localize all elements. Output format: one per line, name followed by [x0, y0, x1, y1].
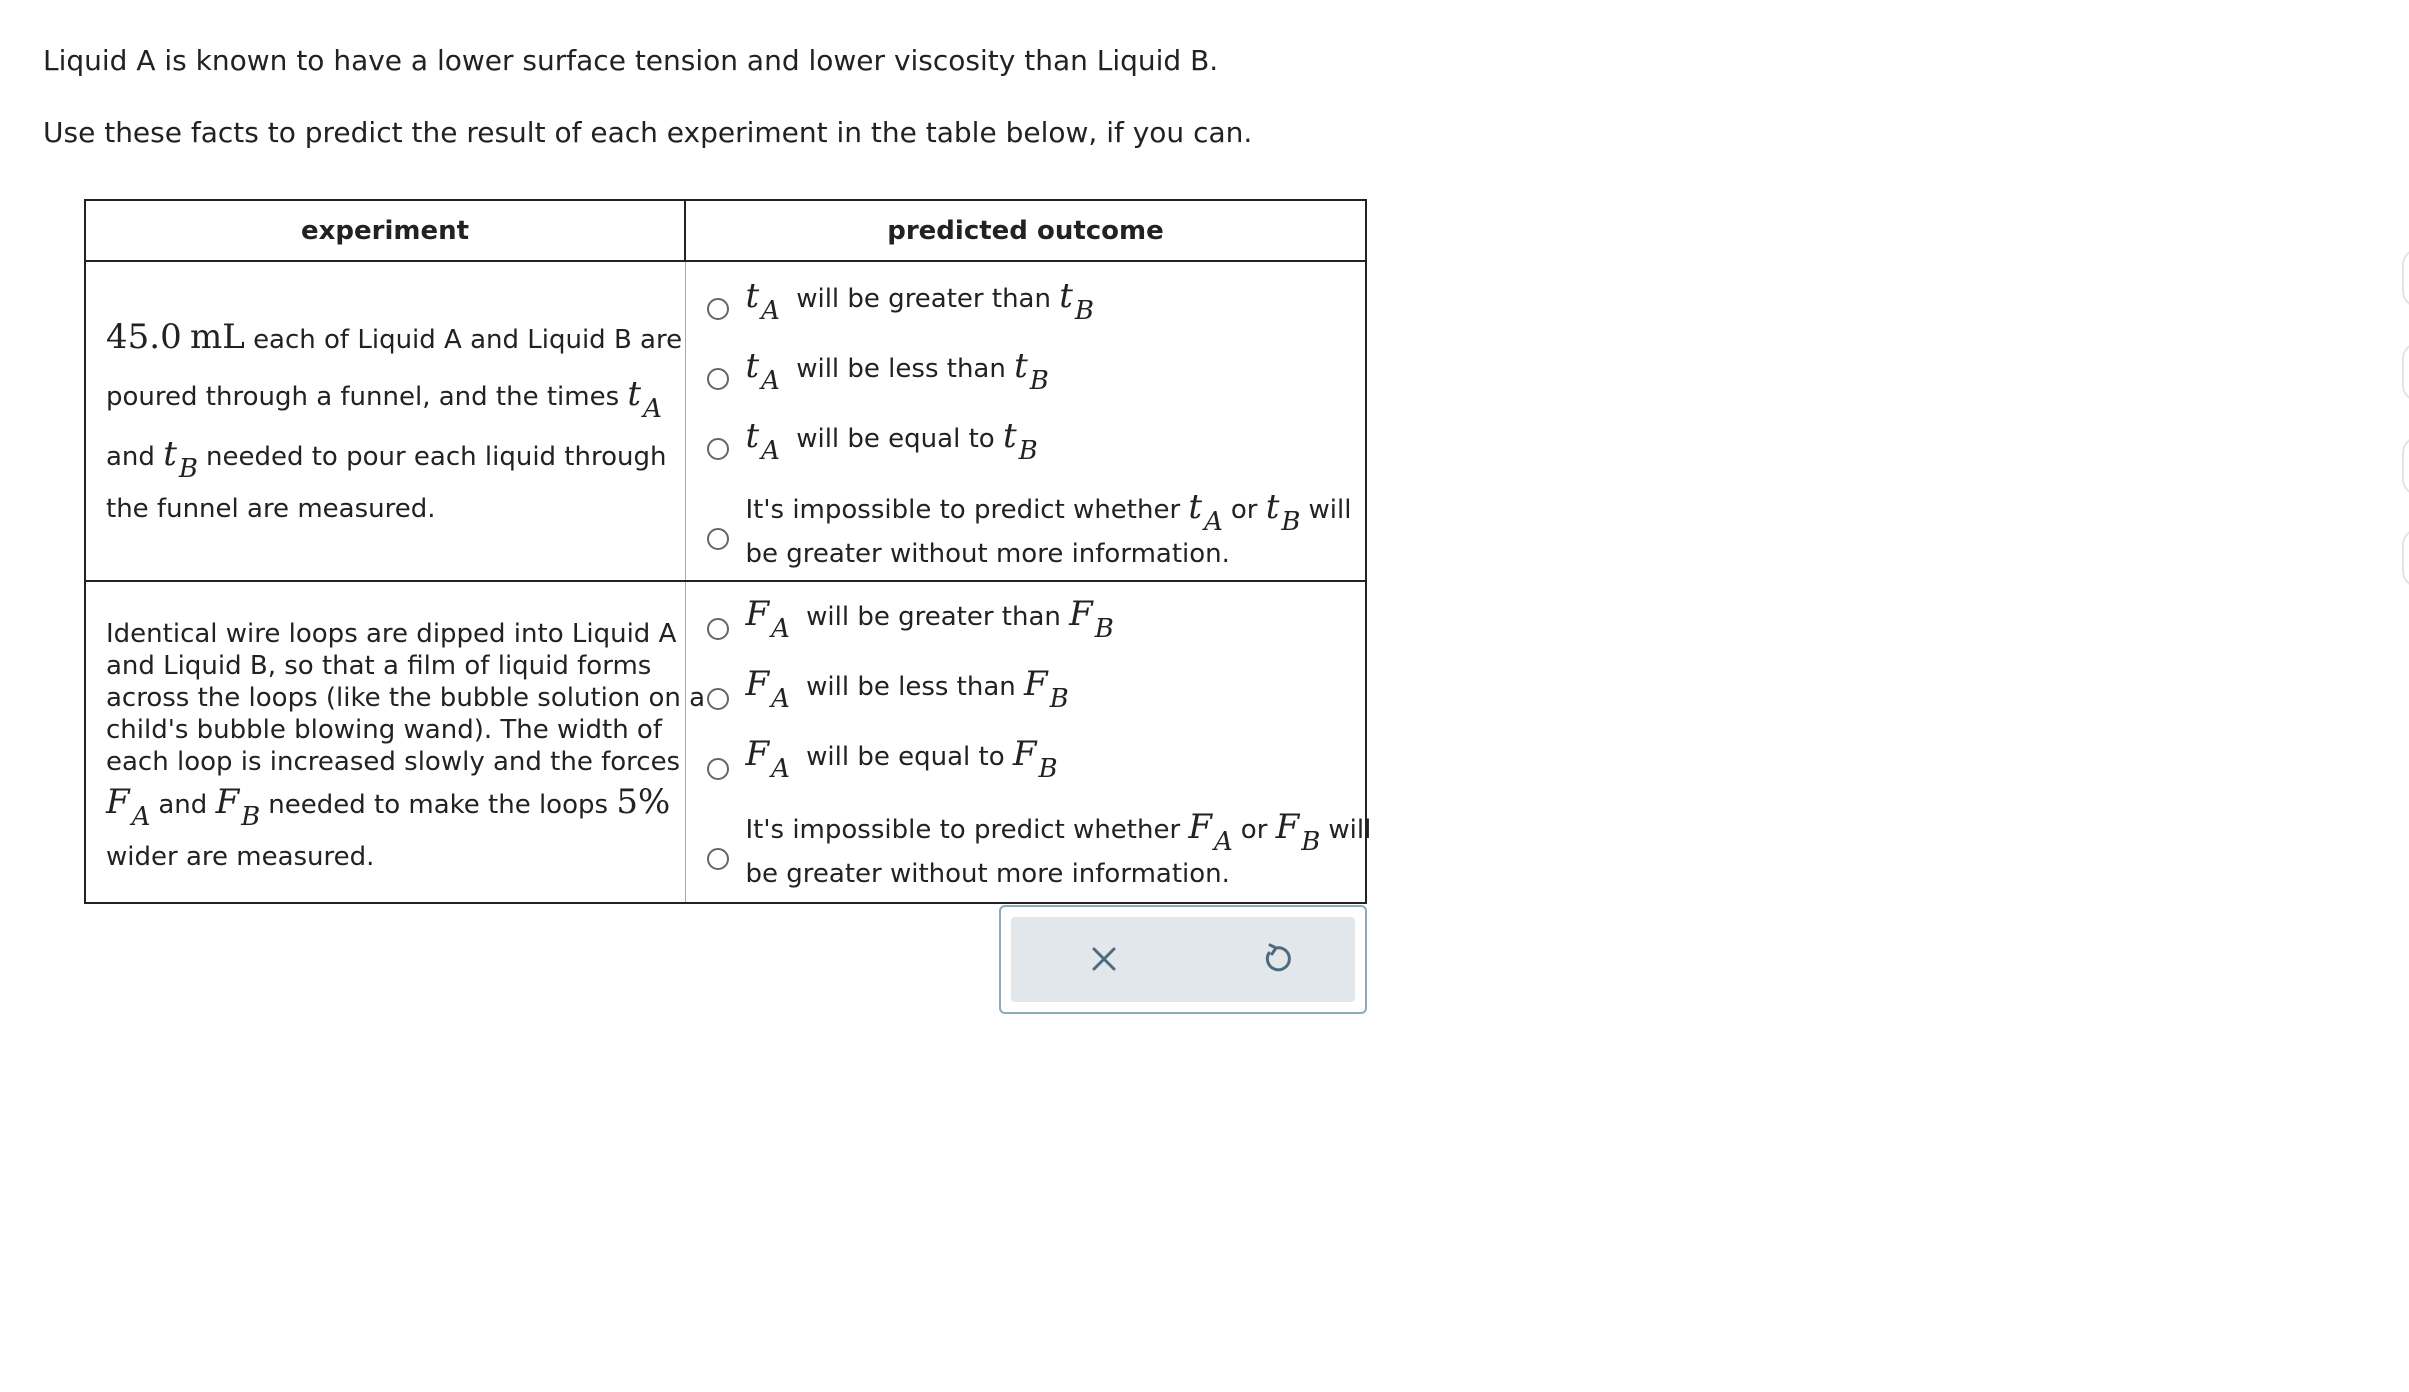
experiment-1-line4: the funnel are measured.	[106, 494, 436, 524]
undo-icon	[1254, 937, 1298, 981]
radio-button[interactable]	[707, 688, 729, 710]
experiment-1-line1: 45.0 mL each of Liquid A and Liquid B are	[106, 317, 683, 357]
option-f-equal[interactable]: FA will be equal to FB	[686, 734, 1366, 794]
experiment-1-line3: and tB needed to pour each liquid through	[106, 434, 667, 484]
radio-button[interactable]	[707, 438, 729, 460]
toolbar-inner	[1011, 917, 1355, 1002]
close-icon	[1082, 937, 1126, 981]
experiment-2-options	[685, 581, 1372, 903]
experiment-1-options	[685, 261, 1366, 581]
option-f-less[interactable]: FA will be less than FB	[686, 664, 1366, 724]
experiment-1-cell	[85, 261, 685, 581]
experiment-2-last-line: wider are measured.	[106, 842, 375, 872]
side-tab[interactable]	[2402, 528, 2409, 588]
intro-instruction: Use these facts to predict the result of each experiment in the table below, if you can.	[43, 116, 1253, 149]
experiment-row-wire-loops	[85, 581, 1366, 903]
radio-button[interactable]	[707, 758, 729, 780]
answer-toolbar	[999, 905, 1367, 1014]
side-tab[interactable]	[2402, 248, 2409, 308]
option-f-greater[interactable]: FA will be greater than FB	[686, 594, 1366, 654]
radio-button[interactable]	[707, 848, 729, 870]
radio-button[interactable]	[707, 368, 729, 390]
side-tab[interactable]	[2402, 342, 2409, 402]
experiment-row-funnel	[85, 261, 1366, 581]
intro-statement: Liquid A is known to have a lower surface tension and lower viscosity than Liquid B.	[43, 44, 1219, 77]
prediction-table	[84, 199, 1372, 904]
radio-button[interactable]	[707, 298, 729, 320]
clear-button[interactable]	[1082, 937, 1126, 981]
experiment-1-line2: poured through a funnel, and the times tA	[106, 374, 662, 424]
experiment-2-text: Identical wire loops are dipped into Liquid A and Liquid B, so that a film of liquid forms across the loops (like the bubble solution on a child's bubble blowing wand). The width of each loop is increased slowly and the forces	[106, 619, 706, 777]
radio-button[interactable]	[707, 528, 729, 550]
header-predicted-outcome: predicted outcome	[685, 200, 1366, 261]
experiment-2-forces-line: FA and FB needed to make the loops 5%	[106, 782, 671, 832]
side-tab[interactable]	[2402, 436, 2409, 496]
undo-button[interactable]	[1254, 937, 1298, 981]
option-t-less[interactable]: tA will be less than tB	[686, 346, 1366, 406]
table-header-row	[85, 200, 1366, 261]
option-t-equal[interactable]: tA will be equal to tB	[686, 416, 1366, 476]
header-experiment: experiment	[85, 200, 685, 261]
experiment-2-cell	[85, 581, 706, 903]
option-t-impossible[interactable]: It's impossible to predict whether tA or tB will be greater without more information.	[686, 487, 1366, 577]
radio-button[interactable]	[707, 618, 729, 640]
option-t-greater[interactable]: tA will be greater than tB	[686, 276, 1366, 336]
option-f-impossible[interactable]: It's impossible to predict whether FA or FB will be greater without more information.	[686, 807, 1366, 897]
